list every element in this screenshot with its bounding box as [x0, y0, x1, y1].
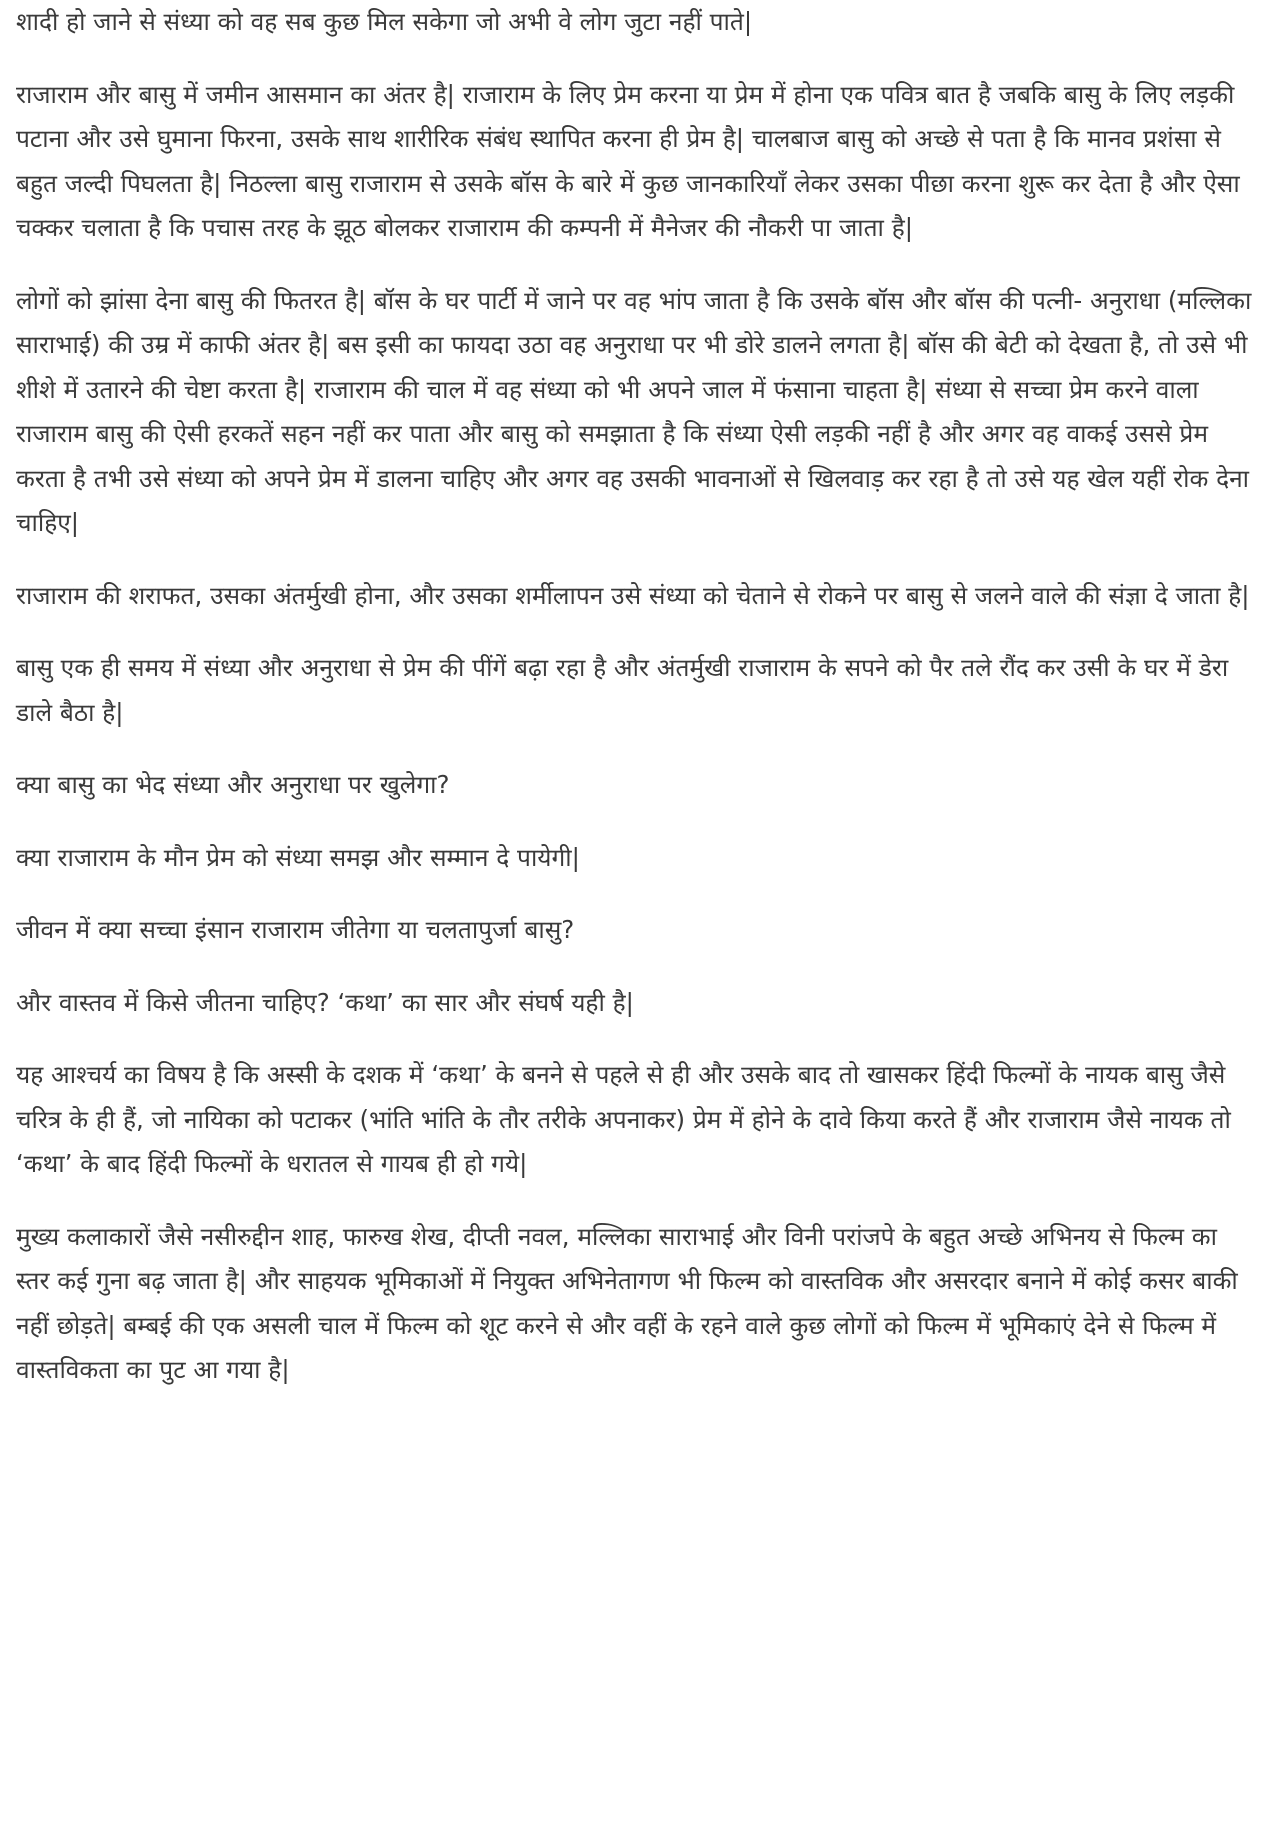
paragraph-rajaram-vs-basu: राजाराम और बासु में जमीन आसमान का अंतर है| राजाराम के लिए प्रेम करना या प्रेम में होना एक पवित्र बात है जबकि बासु के लिए लड़की पटाना और उसे घुमाना फिरना, उसके साथ शारीरिक संबंध स्थापित करना ही प्रेम है| चालबाज बासु को अच्छे से पता है कि मानव प्रशंसा से बहुत जल्दी पिघलता है| निठल्ला बासु राजाराम से उसके बॉस के बारे में कुछ जानकारियाँ लेकर उसका पीछा करना शुरू कर देता है और ऐसा चक्कर चलाता है कि पचास तरह के झूठ बोलकर राजाराम की कम्पनी में मैनेजर की नौकरी पा जाता है| — [16, 79, 1240, 242]
paragraph-katha-essence: और वास्तव में किसे जीतना चाहिए? ‘कथा’ का सार और संघर्ष यही है| — [16, 987, 634, 1017]
paragraph-rajaram-shyness: राजाराम की शराफत, उसका अंतर्मुखी होना, और उसका शर्मीलापन उसे संध्या को चेताने से रोकने पर बासु से जलने वाले की संज्ञा दे जाता है| — [16, 580, 1250, 610]
paragraph-question-winner: जीवन में क्या सच्चा इंसान राजाराम जीतेगा या चलतापुर्जा बासु? — [16, 915, 575, 944]
paragraph-hindi-film-heroes: यह आश्चर्य का विषय है कि अस्सी के दशक में ‘कथा’ के बनने से पहले से ही और उसके बाद तो खासकर हिंदी फिल्मों के नायक बासु जैसे चरित्र के ही हैं, जो नायिका को पटाकर (भांति भांति के तौर तरीके अपनाकर) प्रेम में होने के दावे किया करते हैं और राजाराम जैसे नायक तो ‘कथा’ के बाद हिंदी फिल्मों के धरातल से गायब ही हो गये| — [16, 1060, 1231, 1178]
paragraph-basu-romance: बासु एक ही समय में संध्या और अनुराधा से प्रेम की पींगें बढ़ा रहा है और अंतर्मुखी राजाराम के सपने को पैर तले रौंद कर उसी के घर में डेरा डाले बैठा है| — [16, 653, 1229, 727]
paragraph-basu-deception: लोगों को झांसा देना बासु की फितरत है| बॉस के घर पार्टी में जाने पर वह भांप जाता है कि उसके बॉस और बॉस की पत्नी- अनुराधा (मल्लिका साराभाई) की उम्र में काफी अंतर है| बस इसी का फायदा उठा वह अनुराधा पर भी डोरे डालने लगता है| बॉस की बेटी को देखता है, तो उसे भी शीशे में उतारने की चेष्टा करता है| राजाराम की चाल में वह संध्या को भी अपने जाल में फंसाना चाहता है| संध्या से सच्चा प्रेम करने वाला राजाराम बासु की ऐसी हरकतें सहन नहीं कर पाता और बासु को समझाता है कि संध्या ऐसी लड़की नहीं है और अगर वह वाकई उससे प्रेम करता है तभी उसे संध्या को अपने प्रेम में डालना चाहिए और अगर वह उसकी भावनाओं से खिलवाड़ कर रहा है तो उसे यह खेल यहीं रोक देना चाहिए| — [16, 285, 1252, 537]
paragraph-question-secret: क्या बासु का भेद संध्या और अनुराधा पर खुलेगा? — [16, 770, 450, 799]
paragraph-cast-performance: मुख्य कलाकारों जैसे नसीरुद्दीन शाह, फारुख शेख, दीप्ती नवल, मल्लिका साराभाई और विनी परांजपे के बहुत अच्छे अभिनय से फिल्म का स्तर कई गुना बढ़ जाता है| और साहयक भूमिकाओं में नियुक्त अभिनेतागण भी फिल्म को वास्तविक और असरदार बनाने में कोई कसर बाकी नहीं छोड़ते| बम्बई की एक असली चाल में फिल्म को शूट करने से और वहीं के रहने वाले कुछ लोगों को फिल्म में भूमिकाएं देने से फिल्म में वास्तविकता का पुट आ गया है| — [16, 1221, 1238, 1384]
paragraph-marriage: शादी हो जाने से संध्या को वह सब कुछ मिल सकेगा जो अभी वे लोग जुटा नहीं पाते| — [16, 7, 753, 36]
paragraph-question-silent-love: क्या राजाराम के मौन प्रेम को संध्या समझ और सम्मान दे पायेगी| — [16, 842, 580, 872]
